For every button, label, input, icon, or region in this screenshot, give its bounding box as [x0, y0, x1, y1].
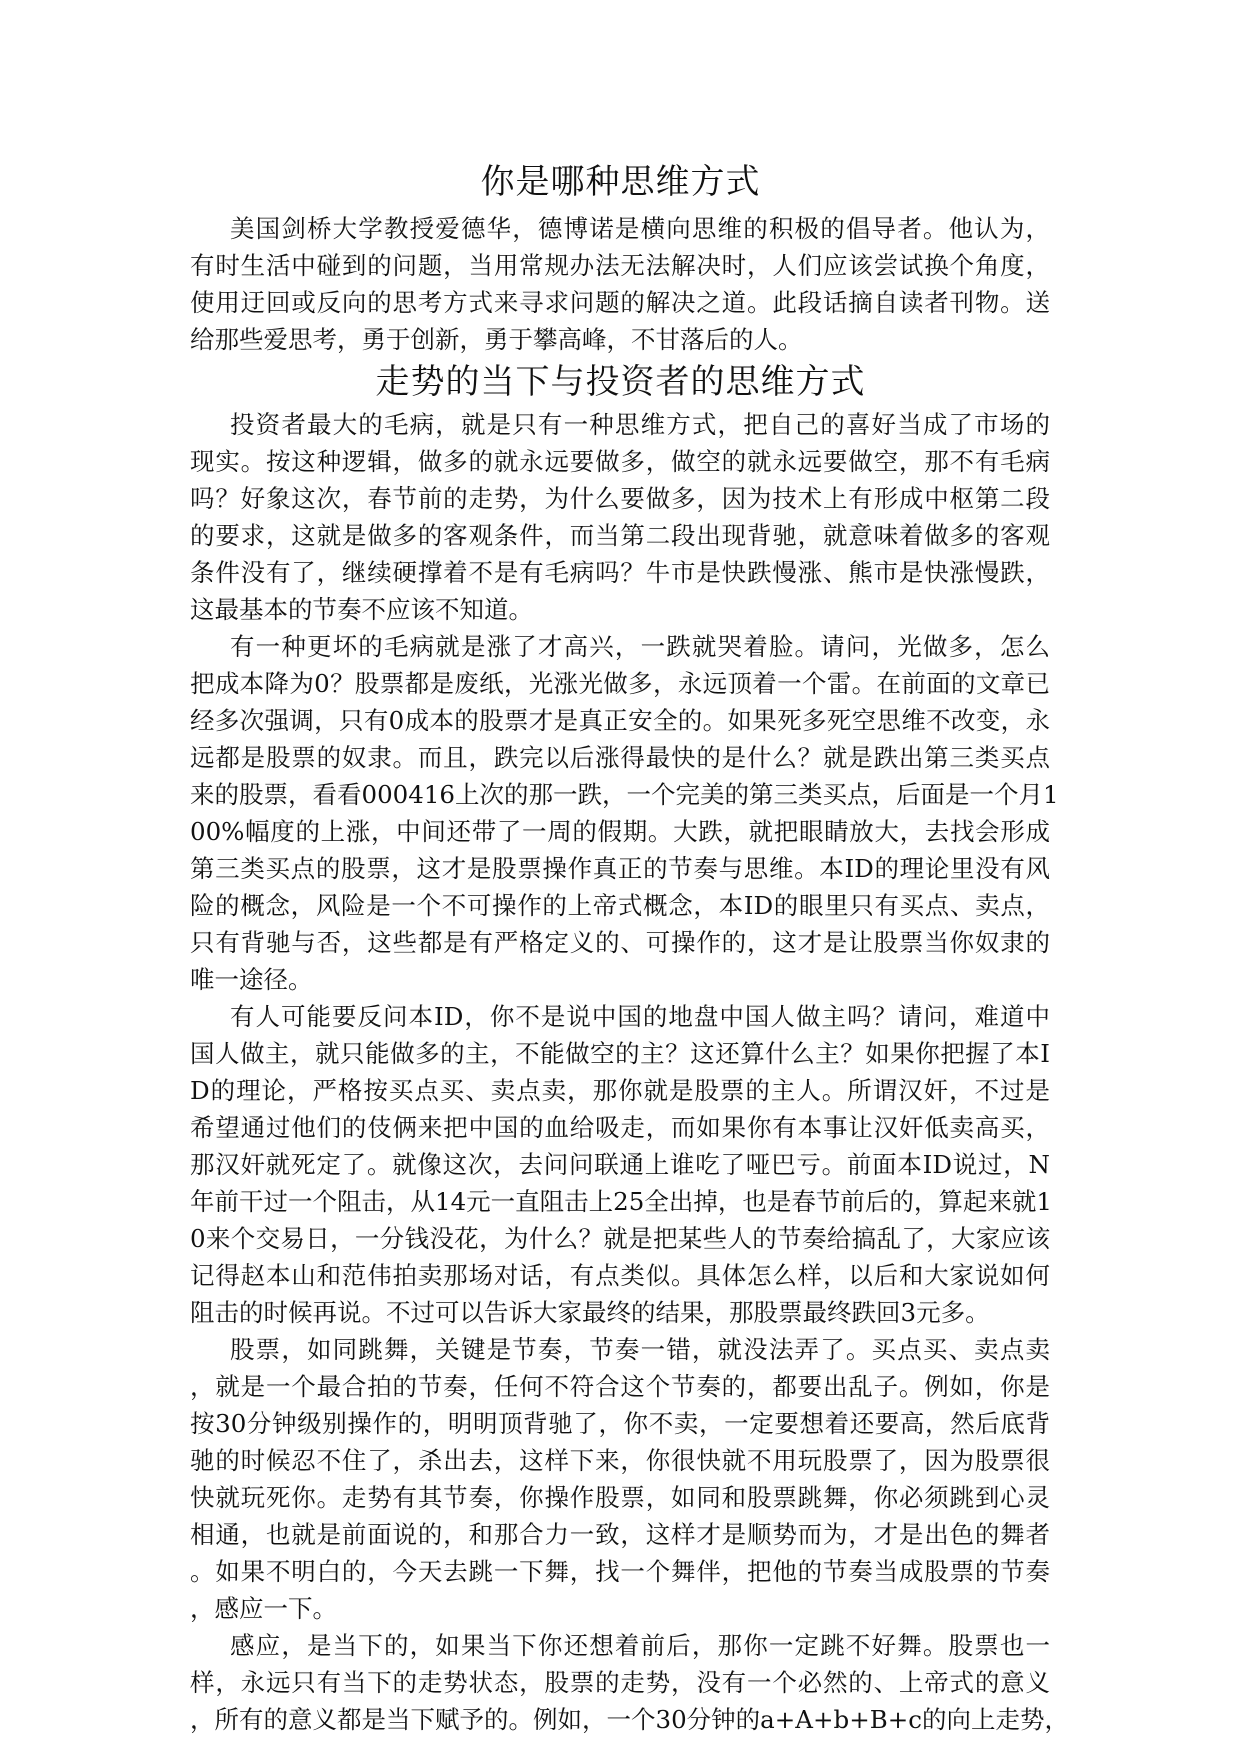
- text-line: 险的概念，风险是一个不可操作的上帝式概念，本ID的眼里只有买点、卖点，: [190, 891, 1050, 920]
- text-line: 按30分钟级别操作的，明明顶背驰了，你不卖，一定要想着还要高，然后底背: [190, 1409, 1050, 1438]
- text-line: 快就玩死你。走势有其节奏，你操作股票，如同和股票跳舞，你必须跳到心灵: [190, 1483, 1050, 1512]
- text-line: 阻击的时候再说。不过可以告诉大家最终的结果，那股票最终跌回3元多。: [190, 1298, 990, 1327]
- text-line: 那汉奸就死定了。就像这次，去问问联通上谁吃了哑巴亏。前面本ID说过，N: [190, 1150, 1050, 1179]
- text-line: 经多次强调，只有0成本的股票才是真正安全的。如果死多死空思维不改变，永: [190, 706, 1050, 735]
- text-line: 吗？好象这次，春节前的走势，为什么要做多，因为技术上有形成中枢第二段: [190, 484, 1050, 513]
- text-line: 给那些爱思考，勇于创新，勇于攀高峰，不甘落后的人。: [190, 325, 803, 354]
- section-title: 走势的当下与投资者的思维方式: [375, 362, 866, 402]
- text-line: 这最基本的节奏不应该不知道。: [190, 595, 533, 624]
- text-line: 感应，是当下的，如果当下你还想着前后，那你一定跳不好舞。股票也一: [230, 1631, 1050, 1660]
- text-line: 使用迂回或反向的思考方式来寻求问题的解决之道。此段话摘自读者刊物。送: [190, 288, 1050, 317]
- text-line: 相通，也就是前面说的，和那合力一致，这样才是顺势而为，才是出色的舞者: [190, 1520, 1050, 1549]
- text-line: 有时生活中碰到的问题，当用常规办法无法解决时，人们应该尝试换个角度，: [190, 251, 1050, 280]
- text-line: 驰的时候忍不住了，杀出去，这样下来，你很快就不用玩股票了，因为股票很: [190, 1446, 1050, 1475]
- text-line: 记得赵本山和范伟拍卖那场对话，有点类似。具体怎么样，以后和大家说如何: [190, 1261, 1050, 1290]
- body-text: [190, 406, 1069, 1738]
- text-line: 的要求，这就是做多的客观条件，而当第二段出现背驰，就意味着做多的客观: [190, 521, 1050, 550]
- text-line: 0来个交易日，一分钱没花，为什么？就是把某些人的节奏给搞乱了，大家应该: [190, 1224, 1050, 1253]
- text-line: 投资者最大的毛病，就是只有一种思维方式，把自己的喜好当成了市场的: [230, 410, 1050, 439]
- text-line: 只有背驰与否，这些都是有严格定义的、可操作的，这才是让股票当你奴隶的: [190, 928, 1050, 957]
- text-line: 。如果不明白的，今天去跳一下舞，找一个舞伴，把他的节奏当成股票的节奏: [190, 1557, 1050, 1586]
- text-line: 股票，如同跳舞，关键是节奏，节奏一错，就没法弄了。买点买、卖点卖: [230, 1335, 1050, 1364]
- text-line: 有人可能要反问本ID，你不是说中国的地盘中国人做主吗？请问，难道中: [230, 1002, 1050, 1031]
- text-line: D的理论，严格按买点买、卖点卖，那你就是股票的主人。所谓汉奸，不过是: [190, 1076, 1050, 1105]
- text-line: ，所有的意义都是当下赋予的。例如，一个30分钟的a+A+b+B+c的向上走势，: [190, 1705, 1069, 1734]
- text-line: 远都是股票的奴隶。而且，跌完以后涨得最快的是什么？就是跌出第三类买点: [190, 743, 1050, 772]
- document-title: 你是哪种思维方式: [480, 162, 761, 202]
- intro-paragraph: [190, 210, 1050, 358]
- text-line: 来的股票，看看000416上次的那一跌，一个完美的第三类买点，后面是一个月1: [190, 780, 1059, 809]
- text-line: 有一种更坏的毛病就是涨了才高兴，一跌就哭着脸。请问，光做多，怎么: [230, 632, 1050, 661]
- text-line: ，感应一下。: [190, 1594, 337, 1623]
- text-line: 年前干过一个阻击，从14元一直阻击上25全出掉，也是春节前后的，算起来就1: [190, 1187, 1052, 1216]
- text-line: ，就是一个最合拍的节奏，任何不符合这个节奏的，都要出乱子。例如，你是: [190, 1372, 1050, 1401]
- text-line: 00%幅度的上涨，中间还带了一周的假期。大跌，就把眼睛放大，去找会形成: [190, 817, 1050, 846]
- text-line: 样，永远只有当下的走势状态，股票的走势，没有一个必然的、上帝式的意义: [190, 1668, 1050, 1697]
- text-line: 唯一途径。: [190, 965, 313, 994]
- text-line: 美国剑桥大学教授爱德华，德博诺是横向思维的积极的倡导者。他认为，: [230, 214, 1050, 243]
- text-line: 现实。按这种逻辑，做多的就永远要做多，做空的就永远要做空，那不有毛病: [190, 447, 1050, 476]
- text-line: 希望通过他们的伎俩来把中国的血给吸走，而如果你有本事让汉奸低卖高买，: [190, 1113, 1050, 1142]
- text-line: 国人做主，就只能做多的主，不能做空的主？这还算什么主？如果你把握了本I: [190, 1039, 1050, 1068]
- text-line: 把成本降为0？股票都是废纸，光涨光做多，永远顶着一个雷。在前面的文章已: [190, 669, 1050, 698]
- text-line: 条件没有了，继续硬撑着不是有毛病吗？牛市是快跌慢涨、熊市是快涨慢跌，: [190, 558, 1050, 587]
- text-line: 第三类买点的股票，这才是股票操作真正的节奏与思维。本ID的理论里没有风: [190, 854, 1050, 883]
